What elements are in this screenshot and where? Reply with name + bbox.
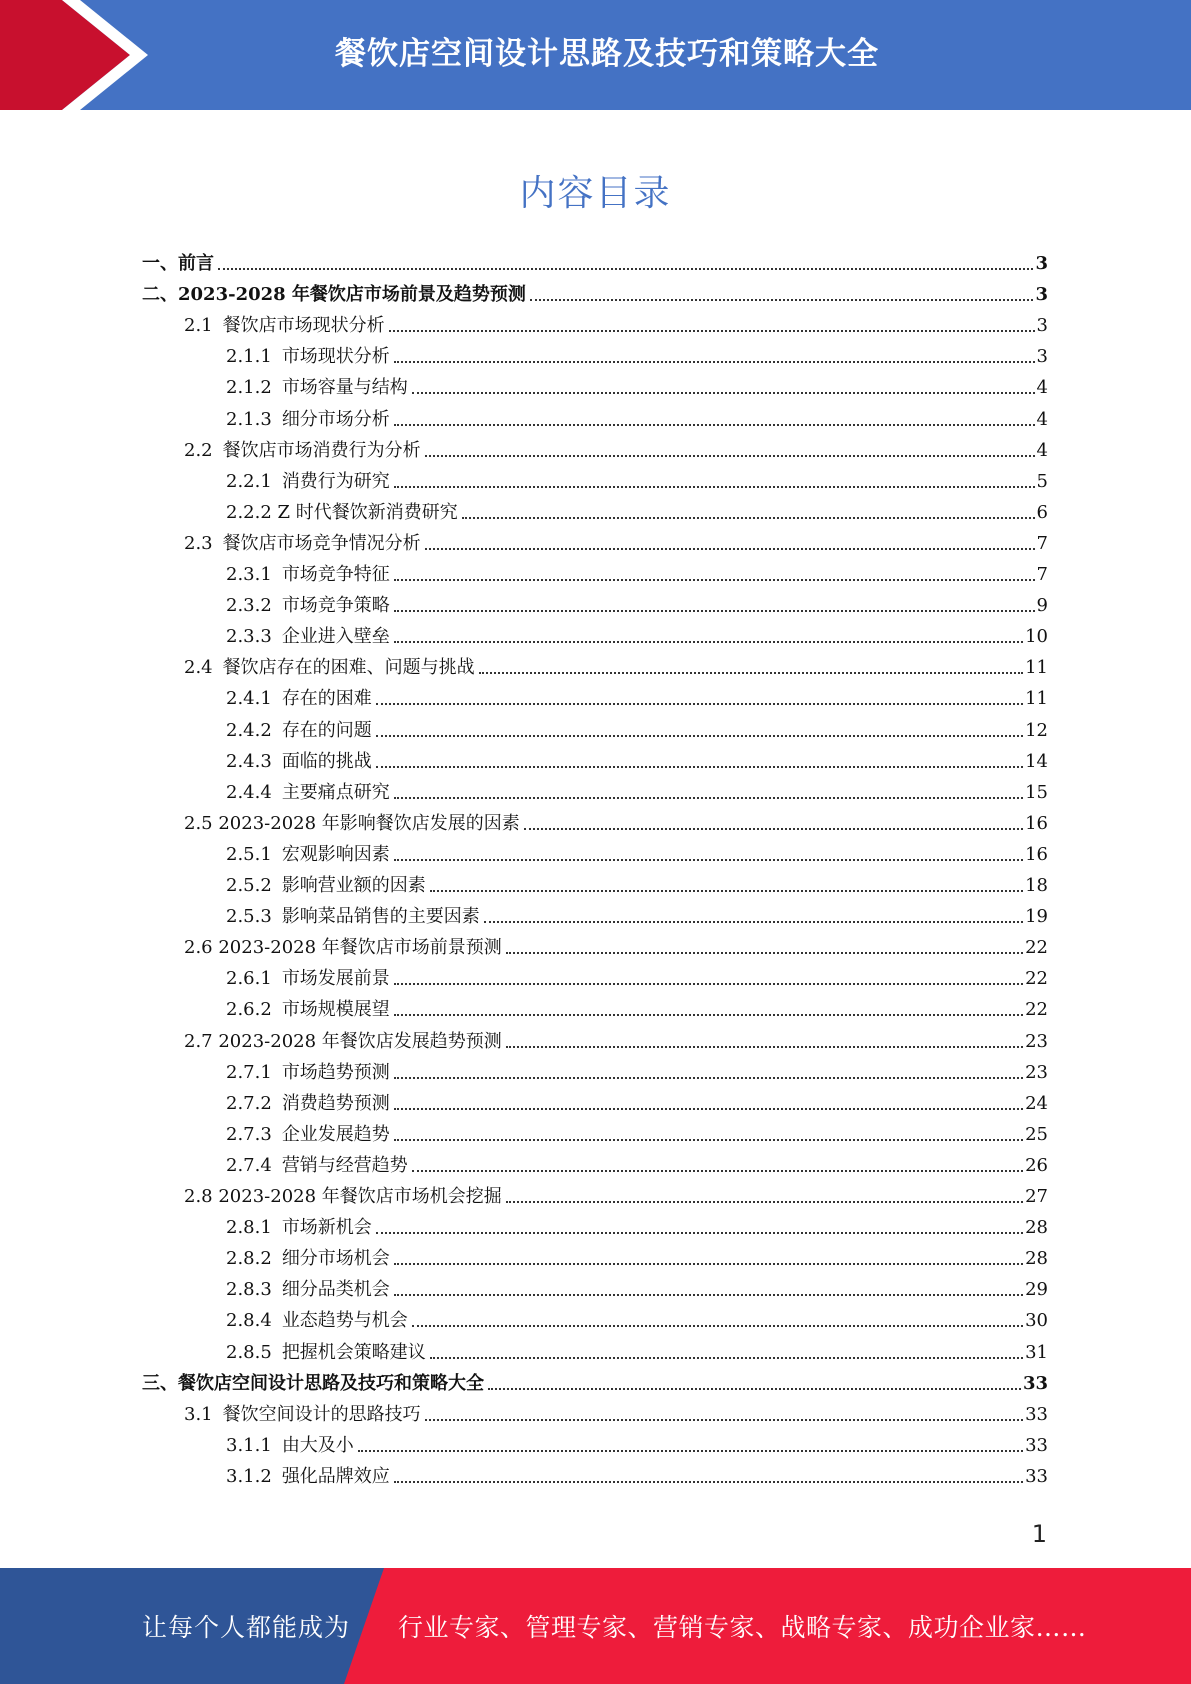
toc-dot-leader xyxy=(394,424,1035,426)
toc-page-number: 3 xyxy=(1036,315,1048,337)
toc-entry[interactable] xyxy=(226,959,1048,990)
toc-entry-number: 2.6.2 xyxy=(226,999,272,1021)
toc-page-number: 29 xyxy=(1025,1279,1048,1301)
toc-dot-leader xyxy=(358,1450,1023,1452)
toc-entry[interactable] xyxy=(184,928,1048,959)
toc-entry[interactable] xyxy=(226,400,1048,431)
toc-entry-number: 2.4.2 xyxy=(226,719,272,741)
toc-page-number: 4 xyxy=(1036,377,1048,399)
toc-entry-number: 一、前言 xyxy=(142,253,214,274)
toc-entry-number: 2.8.4 xyxy=(226,1310,272,1332)
toc-entry-number: 2.5 2023-2028 年影响餐饮店发展的因素 xyxy=(184,812,520,834)
toc-entry-title: 把握机会策略建议 xyxy=(281,1341,426,1363)
toc-entry-number: 2.5.3 xyxy=(226,906,272,928)
toc-dot-leader xyxy=(394,641,1023,643)
toc-entry[interactable] xyxy=(226,1146,1048,1177)
toc-page-number: 19 xyxy=(1025,906,1048,928)
toc-dot-leader xyxy=(506,1046,1023,1048)
toc-entry-title: 细分市场分析 xyxy=(281,408,390,430)
toc-page-number: 22 xyxy=(1025,968,1048,990)
toc-entry[interactable] xyxy=(226,990,1048,1021)
toc-entry[interactable] xyxy=(226,617,1048,648)
toc-entry[interactable] xyxy=(226,368,1048,399)
toc-entry-number: 2.6.1 xyxy=(226,968,272,990)
toc-page-number: 5 xyxy=(1036,470,1048,492)
toc-page-number: 12 xyxy=(1025,719,1048,741)
toc-dot-leader xyxy=(524,828,1023,830)
toc-page-number: 25 xyxy=(1025,1123,1048,1145)
toc-entry[interactable] xyxy=(184,1022,1048,1053)
toc-entry-title: 餐饮店存在的困难、问题与挑战 xyxy=(222,657,475,679)
toc-entry[interactable] xyxy=(226,1457,1048,1488)
toc-dot-leader xyxy=(394,610,1035,612)
toc-page-number: 23 xyxy=(1025,1061,1048,1083)
red-arrow-chevron-icon xyxy=(0,0,160,110)
toc-dot-leader xyxy=(394,361,1035,363)
toc-entry-title: 强化品牌效应 xyxy=(281,1465,390,1487)
toc-heading: 内容目录 xyxy=(519,173,672,214)
toc-dot-leader xyxy=(376,766,1023,768)
toc-entry-title: 消费趋势预测 xyxy=(281,1092,390,1114)
toc-entry[interactable] xyxy=(184,306,1048,337)
toc-entry-title: 细分品类机会 xyxy=(281,1279,390,1301)
toc-entry-title: 市场竞争策略 xyxy=(281,595,390,617)
toc-entry[interactable] xyxy=(184,431,1048,462)
toc-entry[interactable] xyxy=(142,275,1048,306)
toc-dot-leader xyxy=(218,268,1033,270)
toc-entry[interactable] xyxy=(142,244,1048,275)
toc-dot-leader xyxy=(412,1170,1023,1172)
toc-dot-leader xyxy=(479,672,1023,674)
toc-dot-leader xyxy=(462,517,1035,519)
toc-entry-title: 餐饮空间设计的思路技巧 xyxy=(222,1403,421,1425)
toc-page-number: 28 xyxy=(1025,1248,1048,1270)
toc-entry-number: 2.4.4 xyxy=(226,781,272,803)
toc-page-number: 7 xyxy=(1036,532,1048,554)
toc-dot-leader xyxy=(430,890,1023,892)
toc-dot-leader xyxy=(506,952,1023,954)
toc-entry-title: 营销与经营趋势 xyxy=(281,1154,408,1176)
toc-entry[interactable] xyxy=(226,679,1048,710)
page-number: 1 xyxy=(1031,1520,1047,1548)
toc-entry-title: 消费行为研究 xyxy=(281,470,390,492)
toc-page-number: 6 xyxy=(1036,501,1048,523)
toc-entry-number: 2.1.1 xyxy=(226,346,272,368)
toc-entry-number: 2.7.1 xyxy=(226,1061,272,1083)
toc-entry-number: 2.5.2 xyxy=(226,875,272,896)
toc-page-number: 16 xyxy=(1025,843,1048,865)
toc-entry[interactable] xyxy=(184,648,1048,679)
toc-entry-number: 3.1.2 xyxy=(226,1465,272,1487)
toc-entry-title: 市场现状分析 xyxy=(281,346,390,368)
toc-entry-title: 影响菜品销售的主要因素 xyxy=(281,906,480,928)
toc-entry-title: 餐饮店市场消费行为分析 xyxy=(222,439,421,461)
toc-entry[interactable] xyxy=(226,1426,1048,1457)
toc-entry[interactable] xyxy=(226,493,1048,524)
toc-page-number: 30 xyxy=(1025,1310,1048,1332)
toc-dot-leader xyxy=(506,1201,1023,1203)
toc-entry-number: 2.7 2023-2028 年餐饮店发展趋势预测 xyxy=(184,1030,502,1052)
toc-entry-title: 主要痛点研究 xyxy=(281,781,390,803)
toc-entry[interactable] xyxy=(226,773,1048,804)
toc-entry[interactable] xyxy=(226,1333,1048,1364)
toc-entry-number: 2.2 xyxy=(184,439,213,461)
toc-entry-number: 2.8.5 xyxy=(226,1341,272,1363)
toc-entry-number: 2.3 xyxy=(184,532,213,554)
toc-entry-number: 2.8 2023-2028 年餐饮店市场机会挖掘 xyxy=(184,1186,502,1207)
toc-page-number: 26 xyxy=(1025,1154,1048,1176)
toc-page-number: 4 xyxy=(1036,408,1048,430)
toc-page-number: 3 xyxy=(1035,253,1048,274)
toc-page-number: 24 xyxy=(1025,1092,1048,1114)
toc-entry-title: 宏观影响因素 xyxy=(281,843,390,865)
toc-entry-number: 2.1 xyxy=(184,315,213,337)
toc-page-number: 7 xyxy=(1036,564,1048,585)
toc-dot-leader xyxy=(412,392,1035,394)
toc-entry-number: 2.3.3 xyxy=(226,626,272,648)
toc-entry[interactable] xyxy=(226,742,1048,773)
toc-entry[interactable] xyxy=(184,524,1048,555)
toc-entry-number: 2.4 xyxy=(184,657,213,679)
toc-entry-number: 2.4.3 xyxy=(226,750,272,772)
toc-entry-title: 餐饮店市场现状分析 xyxy=(222,315,385,337)
toc-page-number: 16 xyxy=(1025,812,1048,834)
toc-dot-leader xyxy=(488,1388,1021,1390)
toc-page-number: 4 xyxy=(1036,439,1048,461)
footer-slogan-left: 让每个人都能成为 xyxy=(142,1613,351,1642)
toc-dot-leader xyxy=(376,703,1023,705)
toc-entry-number: 2.7.4 xyxy=(226,1154,272,1176)
toc-dot-leader xyxy=(425,1419,1023,1421)
toc-dot-leader xyxy=(484,921,1023,923)
toc-entry-number: 2.8.2 xyxy=(226,1248,272,1270)
toc-dot-leader xyxy=(389,330,1035,332)
toc-page-number: 22 xyxy=(1025,999,1048,1021)
toc-dot-leader xyxy=(394,1294,1023,1296)
toc-entry-title: 细分市场机会 xyxy=(281,1248,390,1270)
toc-entry-title: 市场发展前景 xyxy=(281,968,390,990)
toc-entry-number: 3.1 xyxy=(184,1403,213,1425)
toc-dot-leader xyxy=(394,1481,1023,1483)
toc-entry-number: 二、2023-2028 年餐饮店市场前景及趋势预测 xyxy=(142,284,526,306)
toc-entry[interactable] xyxy=(226,1208,1048,1239)
toc-dot-leader xyxy=(412,1325,1023,1327)
toc-entry-title: 由大及小 xyxy=(281,1434,354,1456)
toc-page-number: 33 xyxy=(1025,1434,1048,1456)
toc-page-number: 33 xyxy=(1025,1403,1048,1425)
toc-entry[interactable] xyxy=(226,1239,1048,1270)
toc-dot-leader xyxy=(394,1108,1023,1110)
toc-entry-number: 2.2.2 Z 时代餐饮新消费研究 xyxy=(226,501,458,523)
toc-dot-leader xyxy=(376,735,1023,737)
toc-entry[interactable] xyxy=(184,1395,1048,1426)
toc-entry-title: 存在的困难 xyxy=(281,688,372,710)
toc-entry-title: 市场新机会 xyxy=(281,1217,372,1239)
toc-dot-leader xyxy=(394,486,1035,488)
toc-entry-title: 面临的挑战 xyxy=(281,750,372,772)
toc-entry[interactable] xyxy=(184,1177,1048,1208)
toc-entry[interactable] xyxy=(226,897,1048,928)
toc-entry-number: 2.3.2 xyxy=(226,595,272,617)
toc-dot-leader xyxy=(394,1263,1023,1265)
toc-entry-number: 2.6 2023-2028 年餐饮店市场前景预测 xyxy=(184,937,502,959)
header-band xyxy=(0,0,1191,110)
toc-entry-number: 2.7.2 xyxy=(226,1092,272,1114)
toc-page-number: 3 xyxy=(1036,346,1048,368)
toc-entry[interactable] xyxy=(226,1115,1048,1146)
toc-page-number: 9 xyxy=(1036,595,1048,617)
toc-entry[interactable] xyxy=(226,1301,1048,1332)
document-title: 餐饮店空间设计思路及技巧和策略大全 xyxy=(335,36,879,72)
toc-entry-title: 企业发展趋势 xyxy=(281,1123,390,1145)
toc-entry-number: 2.1.2 xyxy=(226,377,272,399)
toc-entry-number: 三、餐饮店空间设计思路及技巧和策略大全 xyxy=(142,1372,484,1394)
toc-entry-number: 2.4.1 xyxy=(226,688,272,710)
toc-page-number: 33 xyxy=(1025,1465,1048,1487)
toc-page-number: 27 xyxy=(1025,1186,1048,1207)
toc-entry-title: 企业进入壁垒 xyxy=(281,626,390,648)
toc-dot-leader xyxy=(394,1139,1023,1141)
toc-page-number: 3 xyxy=(1035,284,1048,306)
toc-page-number: 31 xyxy=(1025,1341,1048,1363)
toc-dot-leader xyxy=(430,1357,1023,1359)
toc-dot-leader xyxy=(394,1014,1023,1016)
toc-page-number: 23 xyxy=(1025,1030,1048,1052)
toc-entry[interactable] xyxy=(226,711,1048,742)
footer-slogan-right: 行业专家、管理专家、营销专家、战略专家、成功企业家…… xyxy=(398,1613,1087,1642)
toc-page-number: 18 xyxy=(1025,875,1048,896)
toc-entry[interactable] xyxy=(226,1084,1048,1115)
footer-band xyxy=(0,1568,1191,1684)
toc-entry[interactable] xyxy=(184,804,1048,835)
toc-page-number: 28 xyxy=(1025,1217,1048,1239)
toc-entry[interactable] xyxy=(226,555,1048,586)
toc-entry-number: 2.7.3 xyxy=(226,1123,272,1145)
toc-entry[interactable] xyxy=(226,1270,1048,1301)
toc-entry-number: 2.1.3 xyxy=(226,408,272,430)
toc-page-number: 10 xyxy=(1025,626,1048,648)
toc-entry[interactable] xyxy=(226,586,1048,617)
toc-entry[interactable] xyxy=(226,462,1048,493)
toc-dot-leader xyxy=(425,455,1035,457)
toc-entry-number: 2.8.3 xyxy=(226,1279,272,1301)
toc-entry-title: 市场容量与结构 xyxy=(281,377,408,399)
toc-entry-title: 市场竞争特征 xyxy=(281,564,390,585)
toc-entry-number: 2.5.1 xyxy=(226,843,272,865)
toc-page-number: 11 xyxy=(1025,657,1048,679)
toc-entry-number: 2.8.1 xyxy=(226,1217,272,1239)
toc-page-number: 22 xyxy=(1025,937,1048,959)
toc-entry-number: 2.2.1 xyxy=(226,470,272,492)
toc-dot-leader xyxy=(394,579,1035,581)
toc-page-number: 14 xyxy=(1025,750,1048,772)
toc-entry-title: 餐饮店市场竞争情况分析 xyxy=(222,532,421,554)
toc-dot-leader xyxy=(394,859,1023,861)
toc-entry[interactable] xyxy=(226,835,1048,866)
toc-entry-title: 市场趋势预测 xyxy=(281,1061,390,1083)
toc-entry-number: 3.1.1 xyxy=(226,1434,272,1456)
toc-dot-leader xyxy=(394,1077,1023,1079)
toc-page-number: 15 xyxy=(1025,781,1048,803)
toc-entry[interactable] xyxy=(226,866,1048,897)
toc-dot-leader xyxy=(425,548,1035,550)
toc-entry-number: 2.3.1 xyxy=(226,564,272,585)
toc-page-number: 11 xyxy=(1025,688,1048,710)
toc-entry[interactable] xyxy=(226,1053,1048,1084)
toc-dot-leader xyxy=(394,983,1023,985)
toc-page-number: 33 xyxy=(1022,1372,1048,1394)
toc-entry-title: 存在的问题 xyxy=(281,719,372,741)
toc-entry[interactable] xyxy=(142,1364,1048,1395)
toc-entry-title: 影响营业额的因素 xyxy=(281,875,426,896)
toc-dot-leader xyxy=(394,797,1023,799)
toc-entry-title: 业态趋势与机会 xyxy=(281,1310,408,1332)
toc-dot-leader xyxy=(376,1232,1023,1234)
toc-dot-leader xyxy=(530,299,1034,301)
toc-entry-title: 市场规模展望 xyxy=(281,999,390,1021)
toc-entry[interactable] xyxy=(226,337,1048,368)
